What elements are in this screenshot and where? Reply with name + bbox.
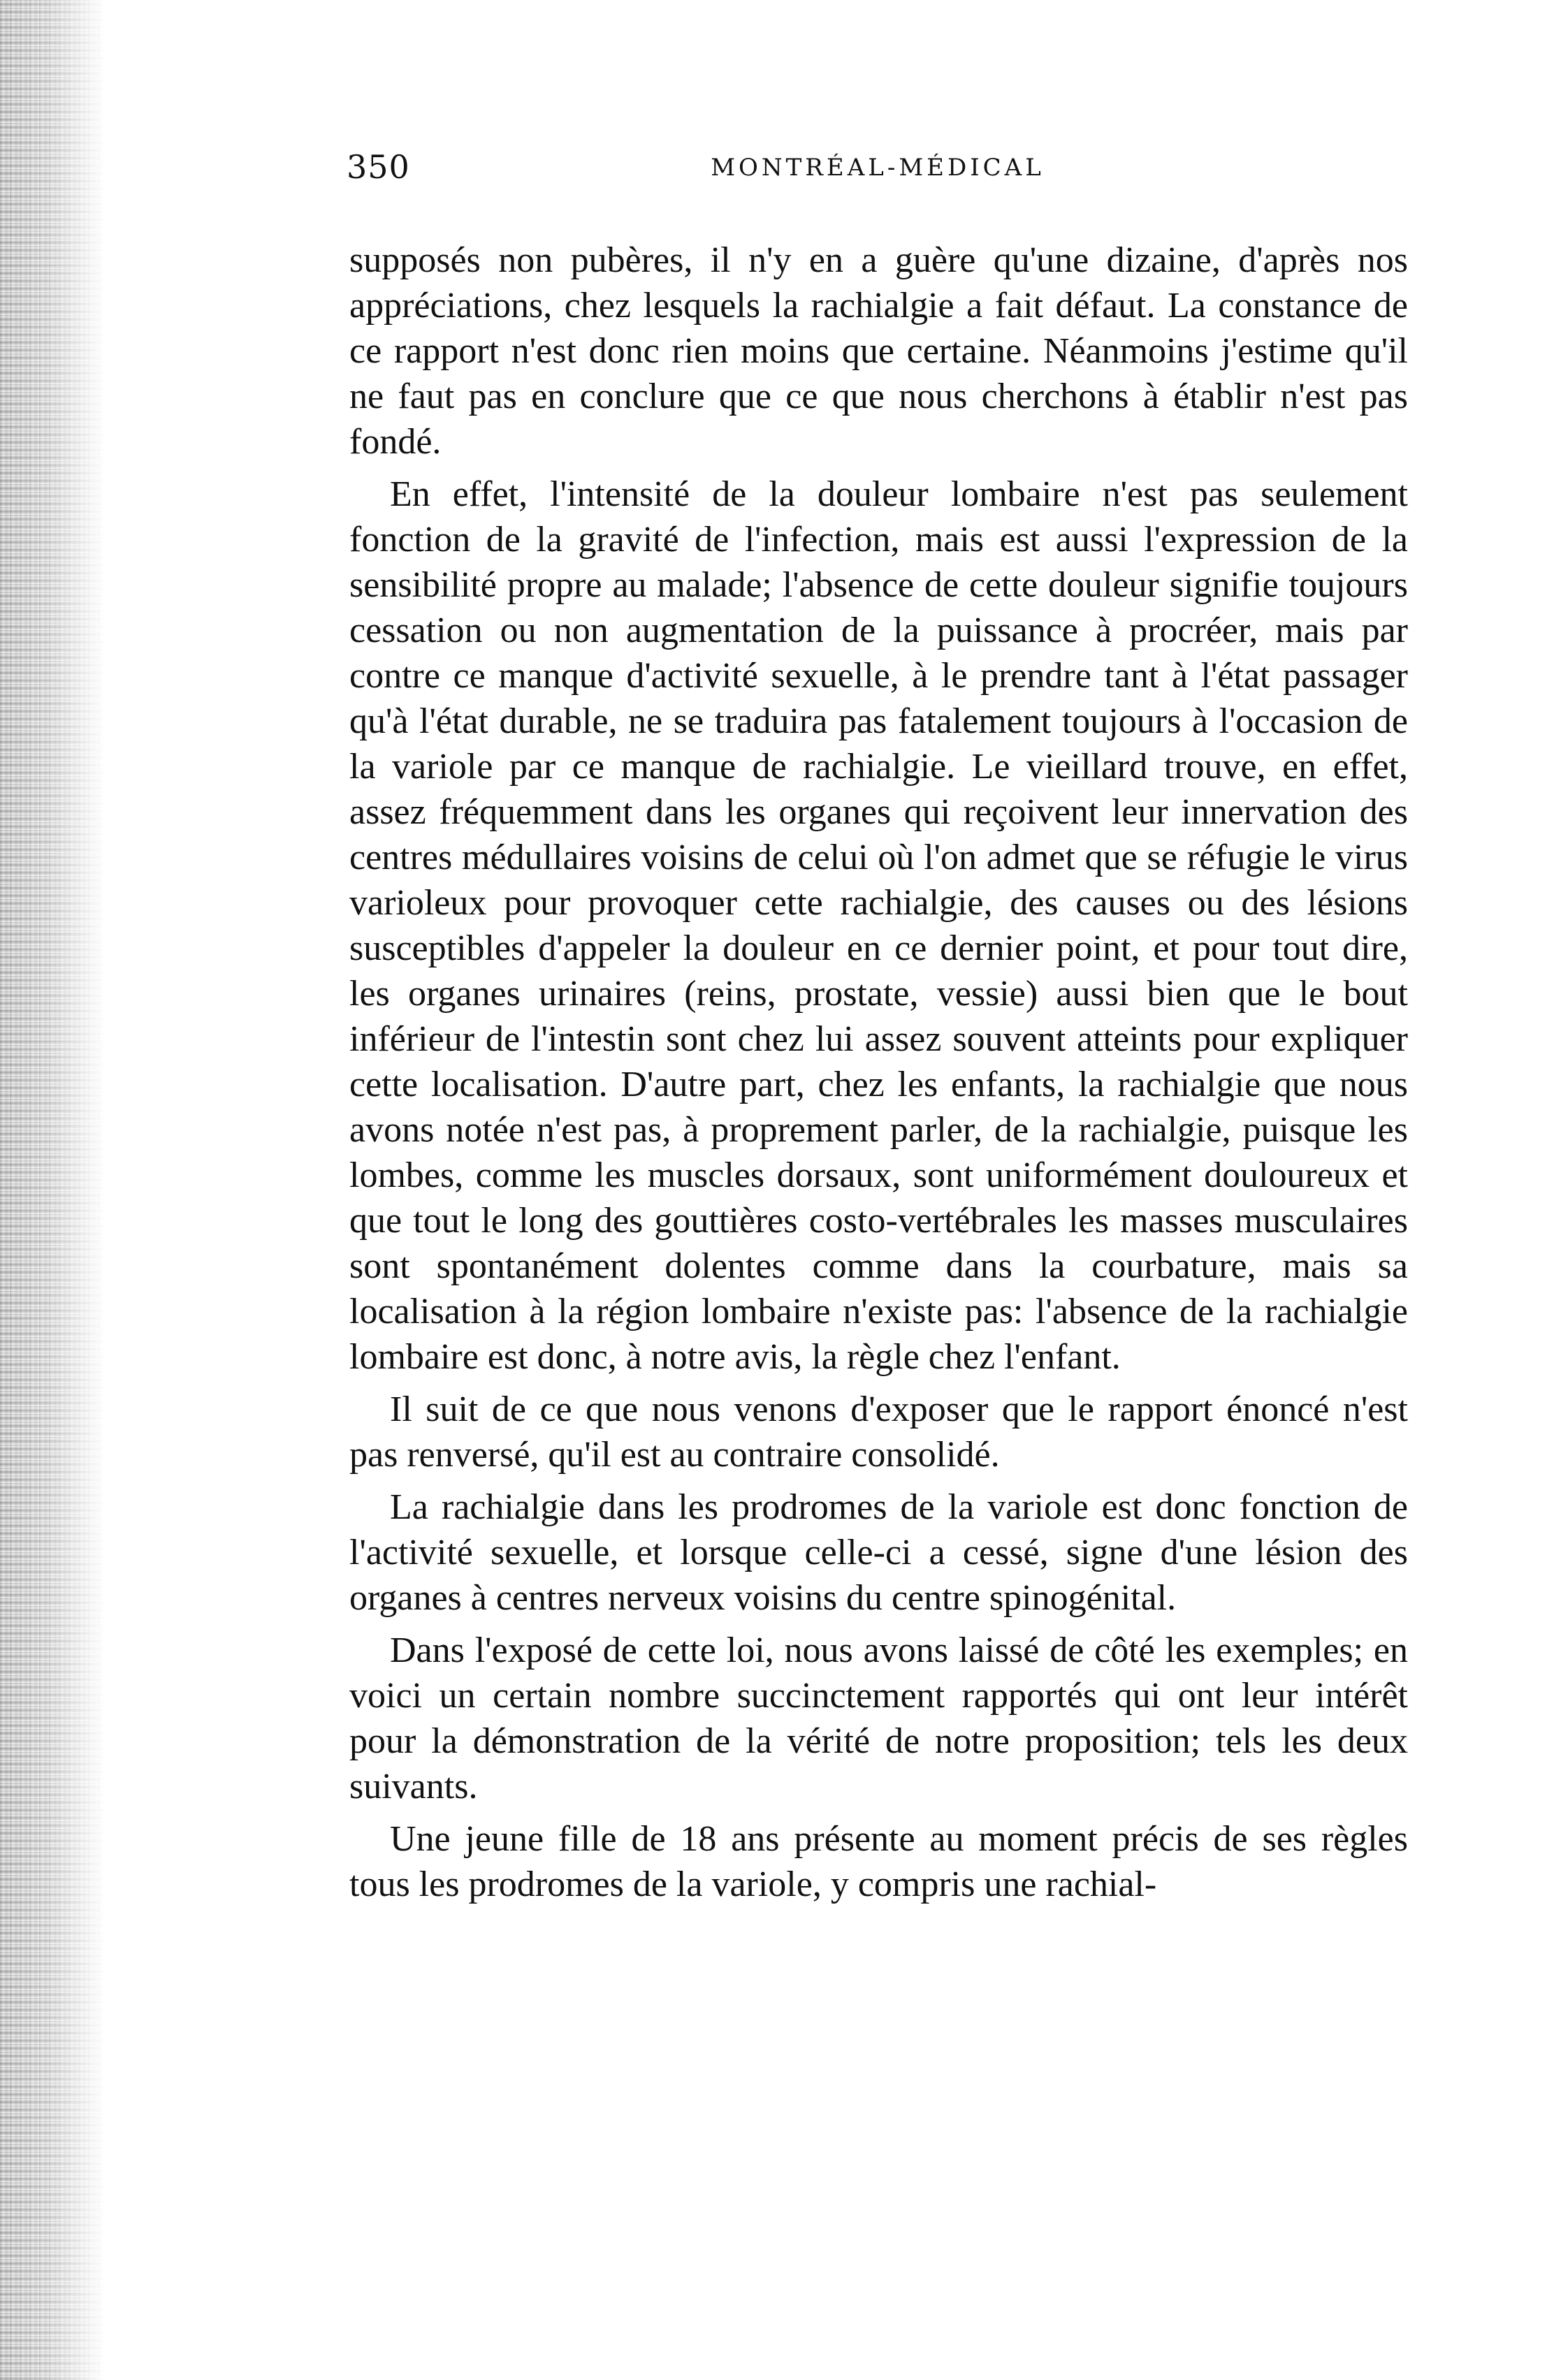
paragraph: La rachialgie dans les prodromes de la variole est donc fonction de l'activité sexuelle, et lorsque celle-ci a cessé, signe d'une lésion des organes à centres nerveux voisins du centre spinogénital. [349,1487,1408,1618]
paragraph: Une jeune fille de 18 ans présente au moment précis de ses règles tous les prodromes de la variole, y compris une rachial- [349,1819,1408,1904]
page-body [349,238,1408,1914]
running-title: MONTRÉAL-MÉDICAL [711,154,1045,182]
page-header [347,148,1409,197]
paragraph: Dans l'exposé de cette loi, nous avons laissé de côté les exemples; en voici un certain nombre succinctement rapportés qui ont leur intérêt pour la démonstration de la vérité de notre proposition; tels les deux suivants. [349,1630,1408,1806]
page-number: 350 [347,148,410,186]
paragraph: Il suit de ce que nous venons d'exposer que le rapport énoncé n'est pas renversé, qu'il est au contraire consolidé. [349,1389,1408,1475]
paragraph: supposés non pubères, il n'y en a guère qu'une dizaine, d'après nos appréciations, chez lesquels la rachialgie a fait défaut. La constance de ce rapport n'est donc rien moins que certaine. Néanmoins j'estime qu'il ne faut pas en conclure que ce que nous cherchons à établir n'est pas fondé. [349,240,1408,462]
paragraph: En effet, l'intensité de la douleur lombaire n'est pas seulement fonction de la gravité de l'infection, mais est aussi l'expression de la sensibilité propre au malade; l'absence de cette douleur signifie toujours cessation ou non augmentation de la puissance à procréer, mais par contre ce manque d'activité sexuelle, à le prendre tant à l'état passager qu'à l'état durable, ne se traduira pas fatalement toujours à l'occasion de la variole par ce manque de rachialgie. Le vieillard trouve, en effet, assez fréquemment dans les organes qui reçoivent leur innervation des centres médullaires voisins de celui où l'on admet que se réfugie le virus varioleux pour provoquer cette rachialgie, des causes ou des lésions susceptibles d'appeler la douleur en ce dernier point, et pour tout dire, les organes urinaires (reins, prostate, vessie) aussi bien que le bout inférieur de l'intestin sont chez lui assez souvent atteints pour expliquer cette localisation. D'autre part, chez les enfants, la rachialgie que nous avons notée n'est pas, à proprement parler, de la rachialgie, puisque les lombes, comme les muscles dorsaux, sont uniformément douloureux et que tout le long des gouttières costo-vertébrales les masses musculaires sont spontanément dolentes comme dans la courbature, mais sa localisation à la région lombaire n'existe pas: l'absence de la rachialgie lombaire est donc, à notre avis, la règle chez l'enfant. [349,474,1408,1377]
scan-edge-noise [0,0,105,2380]
